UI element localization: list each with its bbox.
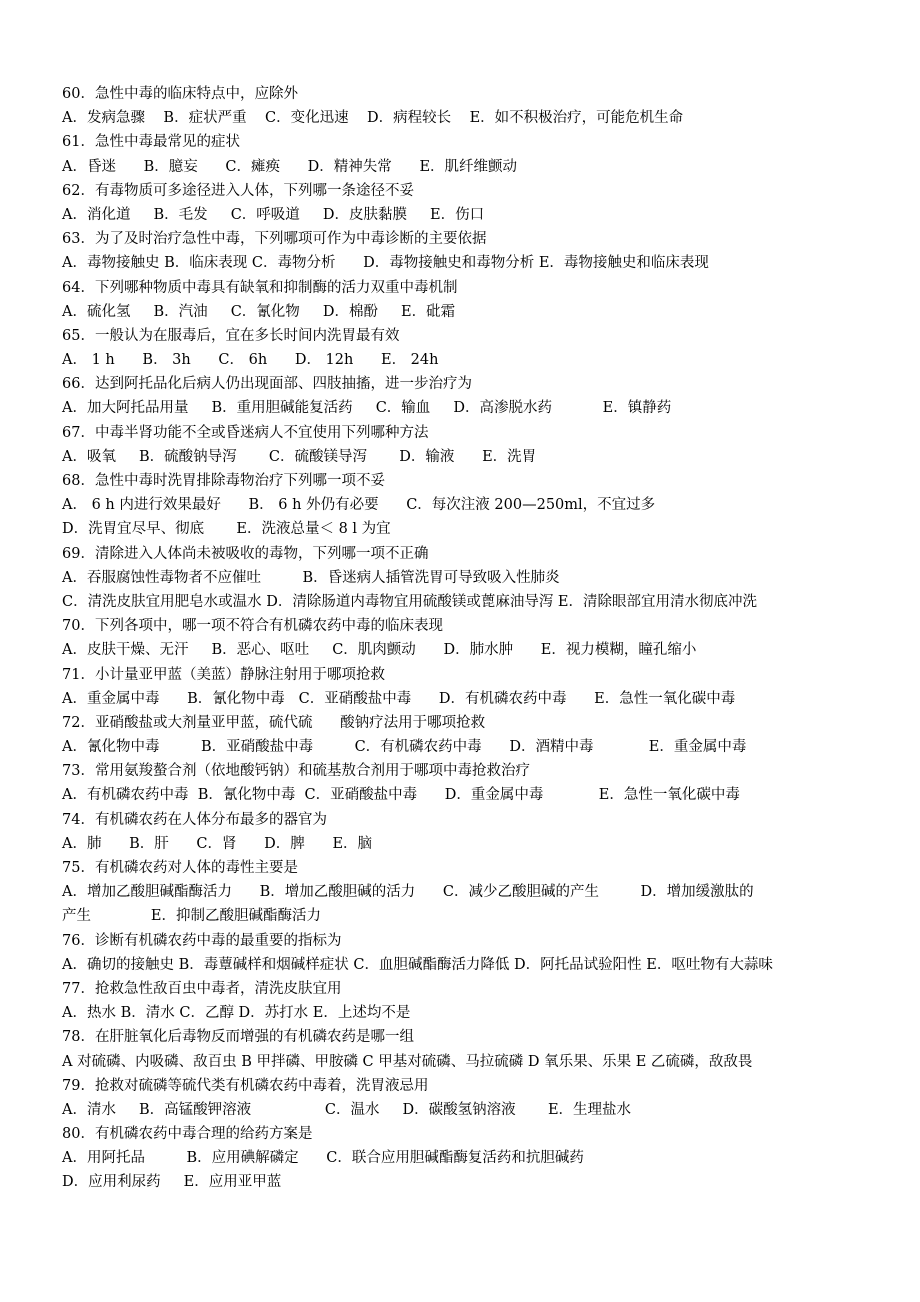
question-72-stem: 72．亚硝酸盐或大剂量亚甲蓝，硫代硫 酸钠疗法用于哪项抢救 — [62, 714, 486, 731]
question-69-stem: 69．清除进入人体尚未被吸收的毒物，下列哪一项不正确 — [62, 545, 429, 562]
question-72-options: A．氰化物中毒 B．亚硝酸盐中毒 C．有机磷农药中毒 D．酒精中毒 E．重金属中毒 — [62, 739, 747, 756]
question-73-options: A．有机磷农药中毒 B．氰化物中毒 C．亚硝酸盐中毒 D．重金属中毒 E．急性一氧化碳中毒 — [62, 787, 740, 804]
question-74-options: A．肺 B．肝 C．肾 D．脾 E．脑 — [62, 835, 373, 852]
question-69-options-2: C．清洗皮肤宜用肥皂水或温水 D．清除肠道内毒物宜用硫酸镁或蓖麻油导泻 E．清除眼部宜用清水彻底冲洗 — [62, 593, 758, 610]
question-76-options: A．确切的接触史 B．毒蕈碱样和烟碱样症状 C．血胆碱酯酶活力降低 D．阿托品试验阳性 E．呕吐物有大蒜味 — [62, 956, 773, 973]
question-73-stem: 73．常用氨羧螯合剂（依地酸钙钠）和硫基敖合剂用于哪项中毒抢救治疗 — [62, 763, 530, 780]
question-61-options: A．昏迷 B．臆妄 C．瘫痪 D．精神失常 E．肌纤维颤动 — [62, 158, 518, 175]
question-77-options: A．热水 B．清水 C．乙醇 D．苏打水 E．上述均不是 — [62, 1005, 411, 1022]
question-79-options: A．清水 B．高锰酸钾溶液 C．温水 D．碳酸氢钠溶液 E．生理盐水 — [62, 1101, 632, 1118]
question-74-stem: 74．有机磷农药在人体分布最多的器官为 — [62, 811, 327, 828]
question-62-stem: 62．有毒物质可多途径进入人体，下列哪一条途径不妥 — [62, 182, 414, 199]
question-71-options: A．重金属中毒 B．氰化物中毒 C．亚硝酸盐中毒 D．有机磷农药中毒 E．急性一氧化碳中毒 — [62, 690, 736, 707]
question-78-options: A 对硫磷、内吸磷、敌百虫 B 甲拌磷、甲胺磷 C 甲基对硫磷、马拉硫磷 D 氧乐果、乐果 E 乙硫磷，敌敌畏 — [62, 1053, 753, 1070]
question-63-stem: 63．为了及时治疗急性中毒，下列哪项可作为中毒诊断的主要依据 — [62, 231, 487, 248]
question-75-stem: 75．有机磷农药对人体的毒性主要是 — [62, 860, 298, 876]
question-70-stem: 70．下列各项中，哪一项不符合有机磷农药中毒的临床表现 — [62, 618, 443, 635]
question-78-stem: 78．在肝脏氧化后毒物反而增强的有机磷农药是哪一组 — [62, 1029, 414, 1046]
question-64-options: A．硫化氢 B．汽油 C．氰化物 D．棉酚 E．砒霜 — [62, 303, 456, 320]
question-68-options-1: A． 6 h 内进行效果最好 B． 6 h 外仍有必要 C．每次注液 200—250ml，不宜过多 — [62, 497, 656, 514]
question-76-stem: 76．诊断有机磷农药中毒的最重要的指标为 — [62, 932, 342, 949]
question-80-options-1: A．用阿托品 B．应用碘解磷定 C．联合应用胆碱酯酶复活药和抗胆碱药 — [62, 1150, 584, 1167]
question-75-options-1: A．增加乙酸胆碱酯酶活力 B．增加乙酸胆碱的活力 C．减少乙酸胆碱的产生 D．增加缓激肽的 — [62, 884, 754, 901]
question-68-stem: 68．急性中毒时洗胃排除毒物治疗下列哪一项不妥 — [62, 473, 385, 489]
question-66-options: A．加大阿托品用量 B．重用胆碱能复活药 C．输血 D．高渗脱水药 E．镇静药 — [62, 400, 672, 417]
question-68-options-2: D．洗胃宜尽早、彻底 E．洗液总量＜ 8 l 为宜 — [62, 521, 391, 538]
question-63-options: A．毒物接触史 B．临床表现 C．毒物分析 D．毒物接触史和毒物分析 E．毒物接触史和临床表现 — [62, 255, 709, 272]
question-65-stem: 65．一般认为在服毒后，宜在多长时间内洗胃最有效 — [62, 327, 400, 344]
question-67-options: A．吸氧 B．硫酸钠导泻 C．硫酸镁导泻 D．输液 E．洗胃 — [62, 448, 537, 465]
question-60-options: A．发病急骤 B．症状严重 C．变化迅速 D．病程较长 E．如不积极治疗，可能危机生命 — [62, 110, 684, 127]
question-75-options-2: 产生 E．抑制乙酸胆碱酯酶活力 — [62, 908, 322, 925]
question-80-options-2: D．应用利尿药 E．应用亚甲蓝 — [62, 1174, 282, 1191]
question-71-stem: 71．小计量亚甲蓝（美蓝）静脉注射用于哪项抢救 — [62, 666, 385, 683]
exam-question-list — [62, 82, 862, 1195]
question-70-options: A．皮肤干燥、无汗 B．恶心、呕吐 C．肌肉颤动 D．肺水肿 E．视力模糊，瞳孔缩小 — [62, 642, 697, 659]
question-67-stem: 67．中毒半肾功能不全或昏迷病人不宜使用下列哪种方法 — [62, 424, 429, 441]
question-66-stem: 66．达到阿托品化后病人仍出现面部、四肢抽搐，进一步治疗为 — [62, 376, 472, 393]
question-64-stem: 64．下列哪种物质中毒具有缺氧和抑制酶的活力双重中毒机制 — [62, 279, 458, 296]
question-60-stem: 60．急性中毒的临床特点中，应除外 — [62, 86, 298, 102]
question-65-options: A． 1 h B． 3h C． 6h D． 12h E． 24h — [62, 352, 439, 369]
question-62-options: A．消化道 B．毛发 C．呼吸道 D．皮肤黏膜 E．伤口 — [62, 206, 485, 223]
question-79-stem: 79．抢救对硫磷等硫代类有机磷农药中毒着，洗胃液忌用 — [62, 1077, 429, 1094]
question-77-stem: 77．抢救急性敌百虫中毒者，清洗皮肤宜用 — [62, 980, 342, 997]
question-80-stem: 80．有机磷农药中毒合理的给药方案是 — [62, 1126, 313, 1143]
question-69-options-1: A．吞服腐蚀性毒物者不应催吐 B．昏迷病人插管洗胃可导致吸入性肺炎 — [62, 569, 560, 586]
question-61-stem: 61．急性中毒最常见的症状 — [62, 134, 240, 151]
